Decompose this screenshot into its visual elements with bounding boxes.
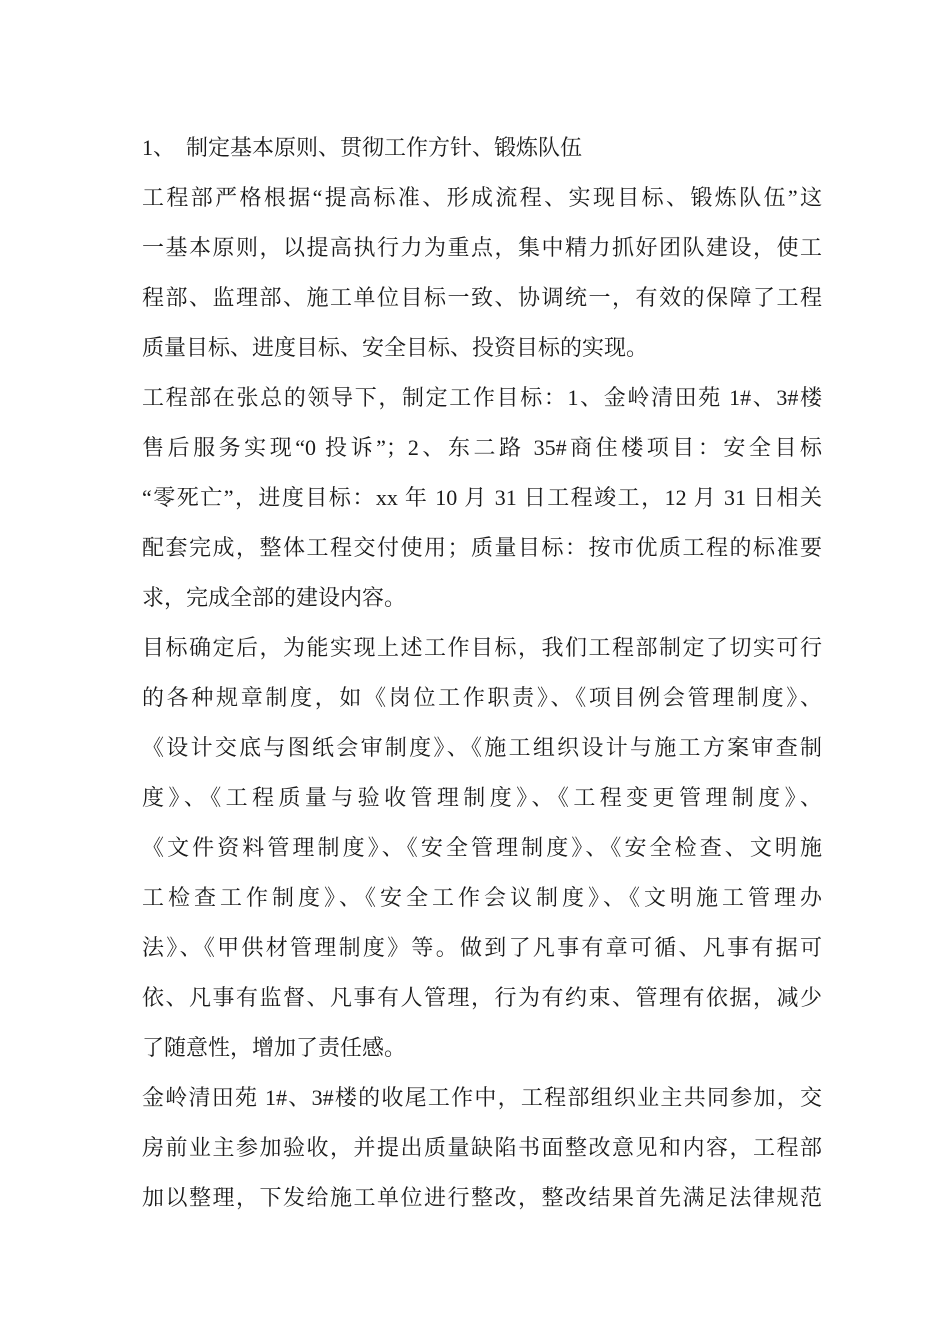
text-line: 工程部严格根据“提高标准、形成流程、实现目标、锻炼队伍”这 <box>142 185 822 210</box>
text-line: 工程部在张总的领导下，制定工作目标：1、金岭清田苑 1#、3#楼 <box>142 385 822 410</box>
document-text-block <box>142 123 822 1223</box>
text-line: 度》、《工程质量与验收管理制度》、《工程变更管理制度》、 <box>142 785 822 810</box>
text-line: 加以整理，下发给施工单位进行整改，整改结果首先满足法律规范 <box>142 1185 822 1210</box>
text-line: 《设计交底与图纸会审制度》、《施工组织设计与施工方案审查制 <box>142 735 822 760</box>
text-line: 房前业主参加验收，并提出质量缺陷书面整改意见和内容，工程部 <box>142 1135 822 1160</box>
text-line: 了随意性，增加了责任感。 <box>142 1035 407 1060</box>
text-line: 配套完成，整体工程交付使用；质量目标：按市优质工程的标准要 <box>142 535 822 560</box>
text-line: 目标确定后，为能实现上述工作目标，我们工程部制定了切实可行 <box>142 635 822 660</box>
text-line: 质量目标、进度目标、安全目标、投资目标的实现。 <box>142 335 649 360</box>
text-line: 工检查工作制度》、《安全工作会议制度》、《文明施工管理办 <box>142 885 822 910</box>
text-line: 金岭清田苑 1#、3#楼的收尾工作中，工程部组织业主共同参加，交 <box>142 1085 822 1110</box>
text-line: 售后服务实现“0 投诉”；2、东二路 35#商住楼项目：安全目标 <box>142 435 822 460</box>
section-heading: 1、 制定基本原则、贯彻工作方针、锻炼队伍 <box>142 135 583 160</box>
text-line: 的各种规章制度，如《岗位工作职责》、《项目例会管理制度》、 <box>142 685 822 710</box>
text-line: 法》、《甲供材管理制度》等。做到了凡事有章可循、凡事有据可 <box>142 935 822 960</box>
text-line: “零死亡”，进度目标：xx 年 10 月 31 日工程竣工，12 月 31 日相关 <box>142 485 822 510</box>
text-line: 依、凡事有监督、凡事有人管理，行为有约束、管理有依据，减少 <box>142 985 822 1010</box>
text-line: 程部、监理部、施工单位目标一致、协调统一，有效的保障了工程 <box>142 285 822 310</box>
text-line: 一基本原则，以提高执行力为重点，集中精力抓好团队建设，使工 <box>142 235 822 260</box>
text-line: 求，完成全部的建设内容。 <box>142 585 407 610</box>
text-line: 《文件资料管理制度》、《安全管理制度》、《安全检查、文明施 <box>142 835 822 860</box>
